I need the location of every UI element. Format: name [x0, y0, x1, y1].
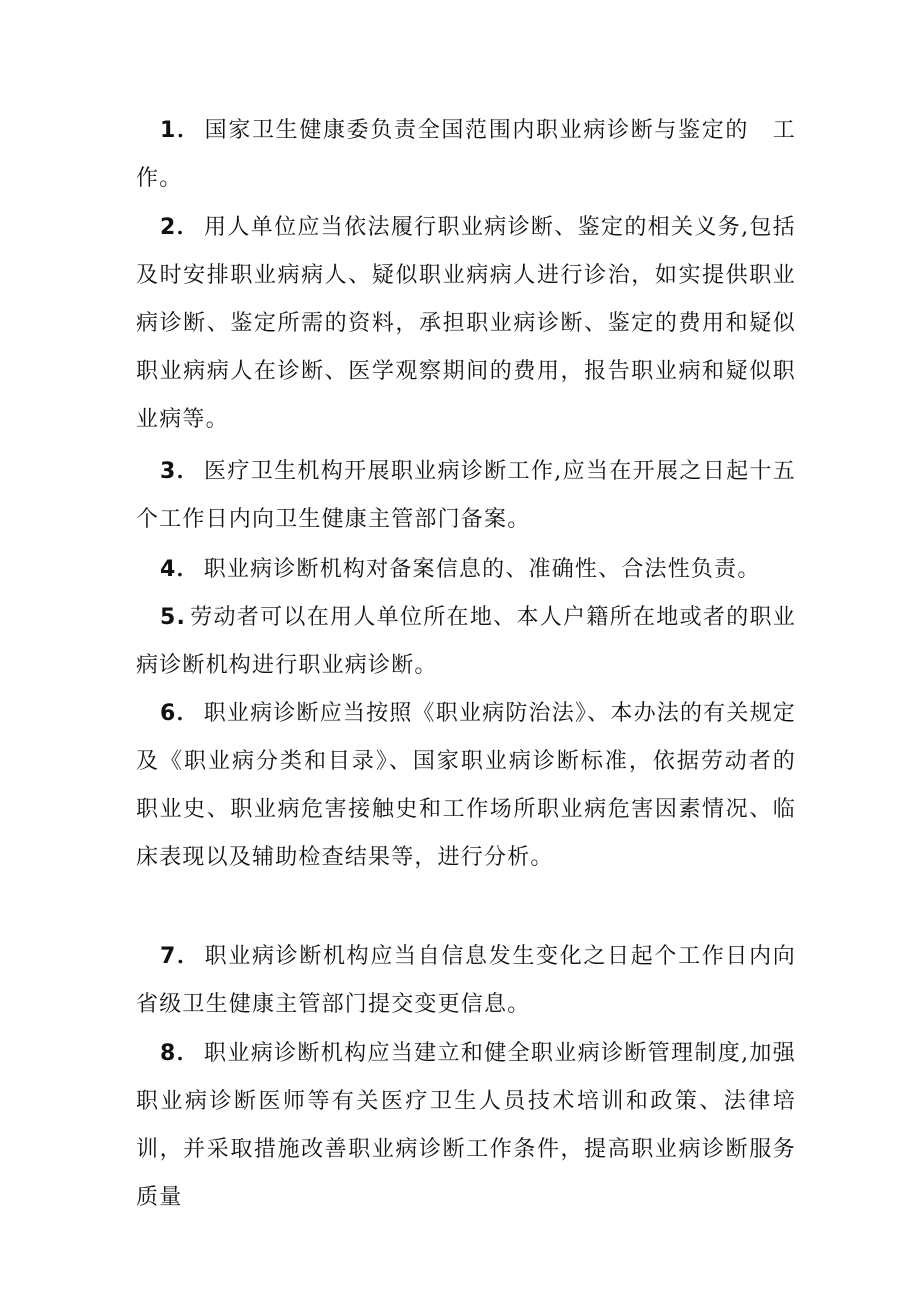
paragraph-number: 7．	[160, 944, 201, 969]
paragraph-6	[136, 690, 796, 882]
paragraph-1	[136, 107, 796, 203]
paragraph-number: 8．	[160, 1041, 201, 1066]
paragraph-number: 5.	[160, 605, 187, 630]
paragraph-3	[136, 448, 796, 544]
paragraph-number: 3．	[160, 459, 201, 484]
paragraph-text: 职业病诊断应当按照《职业病防治法》、本办法的有关规定及《职业病分类和目录》、国家职业病诊断标准，依据劳动者的职业史、职业病危害接触史和工作场所职业病危害因素情况、临床表现以及辅助检查结果等，进行分析。	[136, 701, 796, 870]
paragraph-number: 2．	[160, 215, 201, 240]
paragraph-text: 职业病诊断机构应当建立和健全职业病诊断管理制度,加强职业病诊断医师等有关医疗卫生人员技术培训和政策、法律培训，并采取措施改善职业病诊断工作条件，提高职业病诊断服务质量	[136, 1041, 796, 1210]
paragraph-text: 劳动者可以在用人单位所在地、本人户籍所在地或者的职业病诊断机构进行职业病诊断。	[136, 605, 796, 678]
paragraph-text: 国家卫生健康委负责全国范围内职业病诊断与鉴定的 工作。	[136, 118, 796, 191]
paragraph-7	[136, 933, 796, 1029]
paragraph-text: 用人单位应当依法履行职业病诊断、鉴定的相关义务,包括及时安排职业病病人、疑似职业病病人进行诊治，如实提供职业病诊断、鉴定所需的资料，承担职业病诊断、鉴定的费用和疑似职业病病人在诊断、医学观察期间的费用，报告职业病和疑似职业病等。	[136, 215, 796, 432]
paragraph-5	[136, 594, 796, 690]
paragraph-number: 4．	[160, 557, 200, 582]
paragraph-text: 医疗卫生机构开展职业病诊断工作,应当在开展之日起十五个工作日内向卫生健康主管部门备案。	[136, 459, 796, 532]
paragraph-4	[136, 546, 796, 594]
paragraph-number: 1．	[160, 118, 201, 143]
paragraph-8	[136, 1030, 796, 1222]
paragraph-text: 职业病诊断机构对备案信息的、准确性、合法性负责。	[203, 557, 761, 582]
paragraph-number: 6．	[160, 701, 200, 726]
paragraph-text: 职业病诊断机构应当自信息发生变化之日起个工作日内向省级卫生健康主管部门提交变更信息。	[136, 944, 796, 1017]
paragraph-2	[136, 204, 796, 444]
